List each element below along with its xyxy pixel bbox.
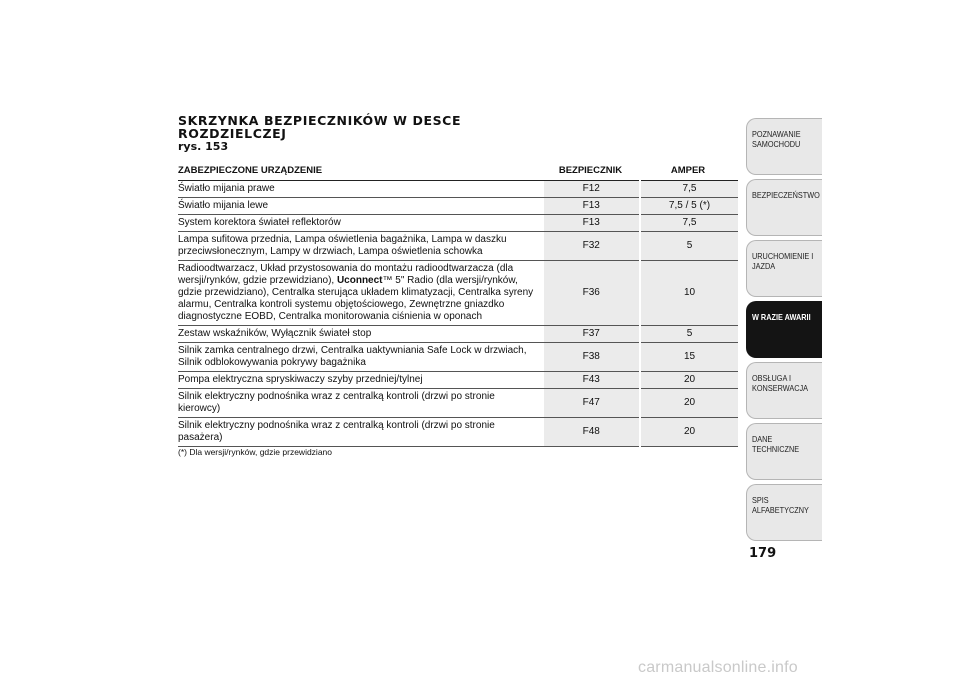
table-row [178, 418, 738, 447]
fuse-cell: F12 [543, 181, 640, 198]
amp-cell: 7,5 [640, 215, 738, 232]
fuse-table [178, 161, 738, 447]
table-row [178, 215, 738, 232]
fuse-cell: F38 [543, 343, 640, 372]
figure-reference: rys. 153 [178, 140, 229, 153]
amp-cell: 15 [640, 343, 738, 372]
table-row [178, 232, 738, 261]
amp-cell: 7,5 / 5 (*) [640, 198, 738, 215]
amp-cell: 20 [640, 389, 738, 418]
brand-name: Uconnect [336, 275, 383, 286]
table-row [178, 261, 738, 326]
table-row [178, 389, 738, 418]
page-number: 179 [749, 546, 777, 561]
table-row [178, 198, 738, 215]
device-cell: Lampa sufitowa przednia, Lampa oświetlenia bagażnika, Lampa w daszku przeciwsłonecznym, Lampy w drzwiach, Lampa oświetlenia schowka [178, 232, 543, 261]
tab-label: SPIS ALFABETYCZNY [752, 495, 809, 515]
table-row [178, 343, 738, 372]
tab-label: BEZPIECZEŃSTWO [752, 190, 820, 200]
tab-w-razie-awarii[interactable] [746, 301, 822, 358]
device-cell [178, 261, 543, 326]
table-header-row [178, 161, 738, 181]
fuse-cell: F36 [543, 261, 640, 326]
table-footnote: (*) Dla wersji/rynków, gdzie przewidziano [178, 447, 333, 457]
header-device: ZABEZPIECZONE URZĄDZENIE [178, 161, 543, 181]
device-text-end: ™ 5" Radio (dla wersji/rynków, gdzie przewidziano), Centralka sterująca układem klimatyzacji, Centralka syreny alarmu, Centralka kontroli systemu objętościowego, Zewnętrzne gniazdko diagnostyczne EOBD, Centralka monitorowania ciśnienia w oponach [178, 275, 534, 322]
device-cell: Światło mijania lewe [178, 198, 543, 215]
amp-cell: 10 [640, 261, 738, 326]
amp-cell: 20 [640, 372, 738, 389]
fuse-cell: F13 [543, 215, 640, 232]
table-row [178, 372, 738, 389]
table-row [178, 181, 738, 198]
tab-label: URUCHOMIENIE I JAZDA [752, 251, 814, 271]
amp-cell: 20 [640, 418, 738, 447]
amp-cell: 7,5 [640, 181, 738, 198]
tab-dane-techniczne[interactable] [746, 423, 822, 480]
section-heading [178, 114, 518, 154]
device-cell: Pompa elektryczna spryskiwaczy szyby przedniej/tylnej [178, 372, 543, 389]
tab-label: POZNAWANIE SAMOCHODU [752, 129, 801, 149]
device-cell: Silnik elektryczny podnośnika wraz z centralką kontroli (drzwi po stronie kierowcy) [178, 389, 543, 418]
tab-label: DANE TECHNICZNE [752, 434, 800, 454]
tab-label: OBSŁUGA I KONSERWACJA [752, 373, 809, 393]
table-row [178, 326, 738, 343]
fuse-cell: F32 [543, 232, 640, 261]
header-fuse: BEZPIECZNIK [543, 161, 640, 181]
tab-bezpieczenstwo[interactable] [746, 179, 822, 236]
header-amp: AMPER [640, 161, 738, 181]
amp-cell: 5 [640, 232, 738, 261]
tab-spis-alfabetyczny[interactable] [746, 484, 822, 541]
fuse-cell: F47 [543, 389, 640, 418]
tab-poznawanie-samochodu[interactable] [746, 118, 822, 175]
device-cell: Zestaw wskaźników, Wyłącznik świateł stop [178, 326, 543, 343]
fuse-cell: F37 [543, 326, 640, 343]
device-cell: Silnik elektryczny podnośnika wraz z centralką kontroli (drzwi po stronie pasażera) [178, 418, 543, 447]
fuse-cell: F43 [543, 372, 640, 389]
watermark: carmanualsonline.info [638, 659, 798, 676]
device-cell: Silnik zamka centralnego drzwi, Centralka uaktywniania Safe Lock w drzwiach, Silnik odblokowywania pokrywy bagażnika [178, 343, 543, 372]
fuse-cell: F13 [543, 198, 640, 215]
device-cell: System korektora świateł reflektorów [178, 215, 543, 232]
tab-obsluga-i-konserwacja[interactable] [746, 362, 822, 419]
tab-uruchomienie-i-jazda[interactable] [746, 240, 822, 297]
chapter-tabs [746, 118, 822, 545]
heading-line-1: SKRZYNKA BEZPIECZNIKÓW W DESCE [178, 113, 462, 128]
fuse-cell: F48 [543, 418, 640, 447]
heading-line-2: ROZDZIELCZEJ [178, 126, 287, 141]
device-text-start: Radioodtwarzacz, Układ przystosowania do montażu radioodtwarzacza (dla wersji/rynków, gdzie przewidziano), [178, 263, 514, 286]
amp-cell: 5 [640, 326, 738, 343]
tab-label: W RAZIE AWARII [752, 312, 811, 322]
device-cell: Światło mijania prawe [178, 181, 543, 198]
